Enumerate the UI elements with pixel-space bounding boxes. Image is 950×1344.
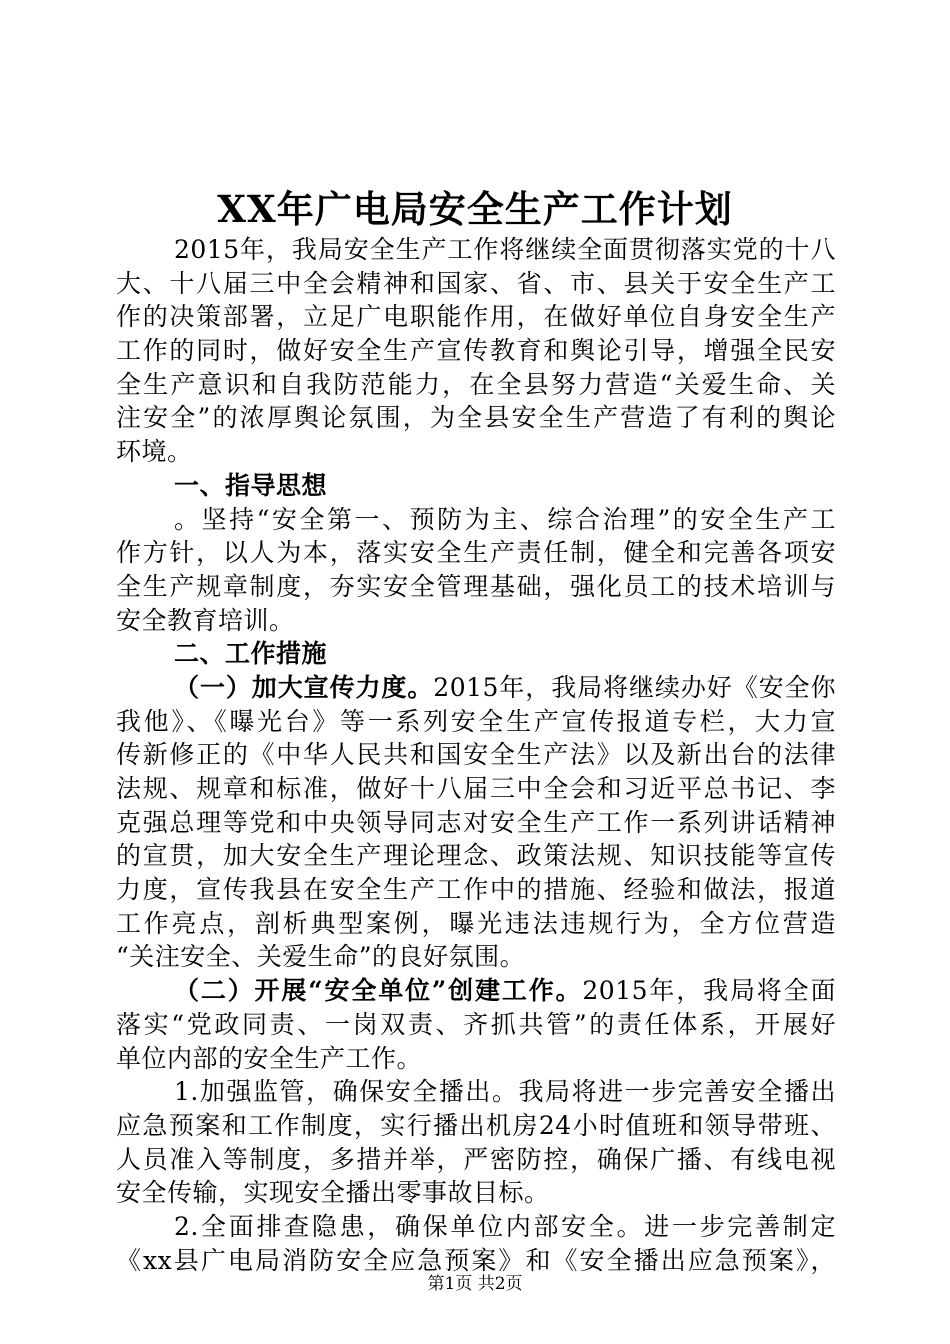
text-line: 工作亮点，剖析典型案例，曝光违法违规行为，全方位营造 (116, 908, 836, 938)
text-line: 全生产意识和自我防范能力，在全县努力营造“关爱生命、关 (116, 369, 836, 399)
text-line: 环境。 (116, 437, 193, 467)
section1-paragraph (116, 503, 836, 638)
text-line: 法规、规章和标准，做好十八届三中全会和习近平总书记、李 (116, 774, 836, 803)
text-line: 克强总理等党和中央领导同志对安全生产工作一系列讲话精神 (116, 807, 836, 837)
item1-first-rest: 2015年，我局将继续办好《安全你 (433, 672, 836, 702)
section-heading-guiding-ideology: 一、指导思想 (174, 470, 328, 500)
text-line: 我他》、《曝光台》等一系列安全生产宣传报道专栏，大力宣 (116, 706, 836, 736)
text-line: 安全传输，实现安全播出零事故目标。 (116, 1178, 550, 1208)
text-line: 传新修正的《中华人民共和国安全生产法》以及新出台的法律 (116, 740, 836, 770)
text-line: 2015年，我局安全生产工作将继续全面贯彻落实党的十八 (174, 235, 836, 264)
text-line: 单位内部的安全生产工作。 (116, 1043, 423, 1073)
item1-lead: （一）加大宣传力度。 (174, 672, 434, 702)
text-line: 力度，宣传我县在安全生产工作中的措施、经验和做法，报道 (116, 875, 836, 905)
sub1-paragraph (116, 1075, 836, 1210)
text-line (116, 671, 836, 705)
text-line: 2.全面排查隐患，确保单位内部安全。进一步完善制定 (174, 1211, 836, 1241)
text-line: 《xx县广电局消防安全应急预案》和《安全播出应急预案》， (116, 1245, 836, 1275)
text-line: 注安全”的浓厚舆论氛围，为全县安全生产营造了有利的舆论 (116, 403, 836, 433)
section-heading-work-measures: 二、工作措施 (174, 639, 328, 669)
text-line: 人员准入等制度，多措并举，严密防控，确保广播、有线电视 (116, 1144, 836, 1174)
text-line: 。坚持“安全第一、预防为主、综合治理”的安全生产工 (174, 504, 836, 534)
intro-paragraph (116, 233, 836, 469)
item2-lead: （二）开展“安全单位”创建工作。 (174, 976, 583, 1006)
item1-paragraph (116, 671, 836, 974)
text-line: 应急预案和工作制度，实行播出机房24小时值班和领导带班、 (116, 1110, 836, 1140)
document-body (116, 233, 836, 1277)
text-line: 作方针，以人为本，落实安全生产责任制，健全和完善各项安 (116, 538, 836, 568)
text-line: 落实“党政同责、一岗双责、齐抓共管”的责任体系，开展好 (116, 1009, 836, 1039)
text-line: “关注安全、关爱生命”的良好氛围。 (116, 942, 526, 972)
item2-first-rest: 2015年，我局将全面 (582, 976, 836, 1006)
text-line: 工作的同时，做好安全生产宣传教育和舆论引导，增强全民安 (116, 336, 836, 366)
text-line: 安全教育培训。 (116, 605, 295, 635)
document-title: XX年广电局安全生产工作计划 (217, 187, 733, 231)
text-line: 1.加强监管，确保安全播出。我局将进一步完善安全播出 (174, 1077, 836, 1107)
text-line: 大、十八届三中全会精神和国家、省、市、县关于安全生产工 (116, 268, 836, 298)
text-line: 的宣贯，加大安全生产理论理念、政策法规、知识技能等宣传 (116, 841, 836, 871)
text-line (116, 974, 836, 1008)
item2-paragraph (116, 974, 836, 1075)
text-line: 全生产规章制度，夯实安全管理基础，强化员工的技术培训与 (116, 571, 836, 601)
text-line: 作的决策部署，立足广电职能作用，在做好单位自身安全生产 (116, 302, 836, 332)
page-footer: 第1页 共2页 (427, 1274, 523, 1294)
sub2-paragraph (116, 1210, 836, 1277)
